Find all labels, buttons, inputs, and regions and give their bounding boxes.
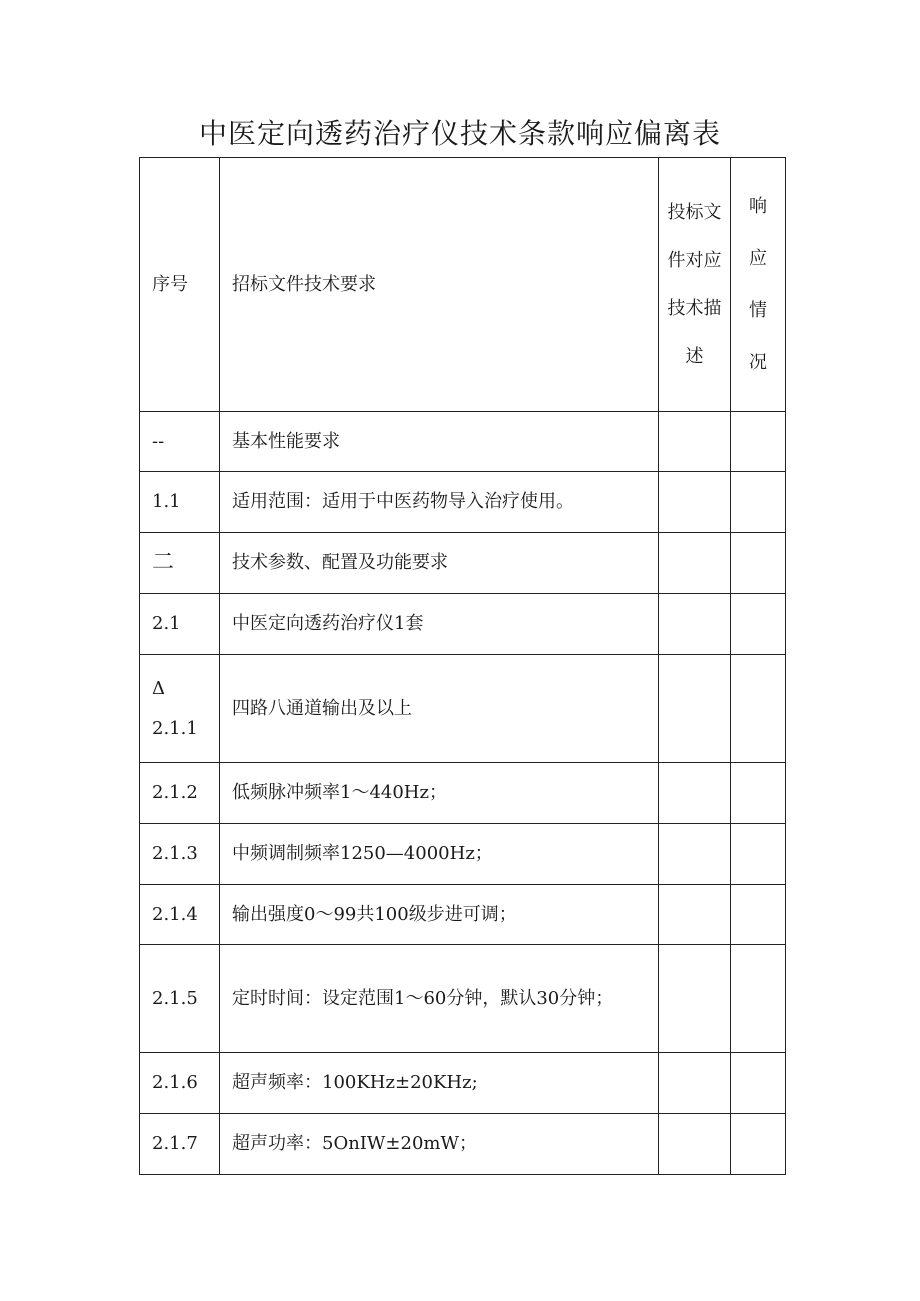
row-no: 1.1 bbox=[140, 472, 220, 533]
row-bid-description bbox=[659, 1114, 731, 1175]
row-requirement: 超声频率：100KHz±20KHz; bbox=[220, 1053, 659, 1114]
row-requirement: 适用范围：适用于中医药物导入治疗使用。 bbox=[220, 472, 659, 533]
row-requirement: 中频调制频率1250—4000Hz； bbox=[220, 824, 659, 885]
header-bid-description: 投标文件对应技术描述 bbox=[659, 158, 731, 412]
table-row bbox=[140, 885, 786, 945]
table-row bbox=[140, 472, 786, 533]
row-response bbox=[731, 412, 786, 472]
row-response bbox=[731, 594, 786, 655]
row-no: 2.1.4 bbox=[140, 885, 220, 945]
header-response-char: 应 bbox=[749, 247, 767, 269]
row-requirement: 定时时间：设定范围1～60分钟，默认30分钟； bbox=[220, 945, 659, 1053]
row-response bbox=[731, 824, 786, 885]
row-bid-description bbox=[659, 1053, 731, 1114]
row-response bbox=[731, 763, 786, 824]
header-response bbox=[731, 158, 786, 412]
header-response-char: 况 bbox=[749, 351, 767, 373]
table-row bbox=[140, 824, 786, 885]
row-no: 2.1.5 bbox=[140, 945, 220, 1053]
table-row bbox=[140, 763, 786, 824]
table-header-row bbox=[140, 158, 786, 412]
table-row bbox=[140, 412, 786, 472]
row-bid-description bbox=[659, 655, 731, 763]
row-bid-description bbox=[659, 594, 731, 655]
row-requirement: 基本性能要求 bbox=[220, 412, 659, 472]
deviation-table bbox=[139, 157, 786, 1175]
row-bid-description bbox=[659, 412, 731, 472]
table-row bbox=[140, 594, 786, 655]
row-no: 2.1.7 bbox=[140, 1114, 220, 1175]
row-no bbox=[140, 655, 220, 763]
row-bid-description bbox=[659, 472, 731, 533]
row-no: 2.1 bbox=[140, 594, 220, 655]
row-bid-description bbox=[659, 824, 731, 885]
header-requirement: 招标文件技术要求 bbox=[220, 158, 659, 412]
header-response-char: 情 bbox=[749, 299, 767, 321]
row-response bbox=[731, 1114, 786, 1175]
row-response bbox=[731, 1053, 786, 1114]
row-no: -- bbox=[140, 412, 220, 472]
row-response bbox=[731, 945, 786, 1053]
row-response bbox=[731, 885, 786, 945]
row-requirement: 输出强度0～99共100级步进可调； bbox=[220, 885, 659, 945]
row-response bbox=[731, 655, 786, 763]
row-requirement: 超声功率：5OnIW±20mW； bbox=[220, 1114, 659, 1175]
row-bid-description bbox=[659, 885, 731, 945]
key-item-mark: Δ bbox=[152, 677, 165, 699]
row-response bbox=[731, 533, 786, 594]
row-bid-description bbox=[659, 533, 731, 594]
row-bid-description bbox=[659, 945, 731, 1053]
row-requirement: 技术参数、配置及功能要求 bbox=[220, 533, 659, 594]
row-no: 2.1.2 bbox=[140, 763, 220, 824]
row-requirement: 低频脉冲频率1～440Hz； bbox=[220, 763, 659, 824]
table-row bbox=[140, 533, 786, 594]
table-row bbox=[140, 945, 786, 1053]
row-no: 2.1.3 bbox=[140, 824, 220, 885]
row-requirement: 四路八通道输出及以上 bbox=[220, 655, 659, 763]
row-bid-description bbox=[659, 763, 731, 824]
page-title: 中医定向透药治疗仪技术条款响应偏离表 bbox=[198, 117, 721, 150]
row-no: 2.1.6 bbox=[140, 1053, 220, 1114]
table-row bbox=[140, 1114, 786, 1175]
row-no-value: 2.1.1 bbox=[152, 717, 198, 739]
header-response-char: 响 bbox=[749, 195, 767, 217]
row-no: 二 bbox=[140, 533, 220, 594]
table-row bbox=[140, 655, 786, 763]
row-requirement: 中医定向透药治疗仪1套 bbox=[220, 594, 659, 655]
row-response bbox=[731, 472, 786, 533]
header-no: 序号 bbox=[140, 158, 220, 412]
table-row bbox=[140, 1053, 786, 1114]
